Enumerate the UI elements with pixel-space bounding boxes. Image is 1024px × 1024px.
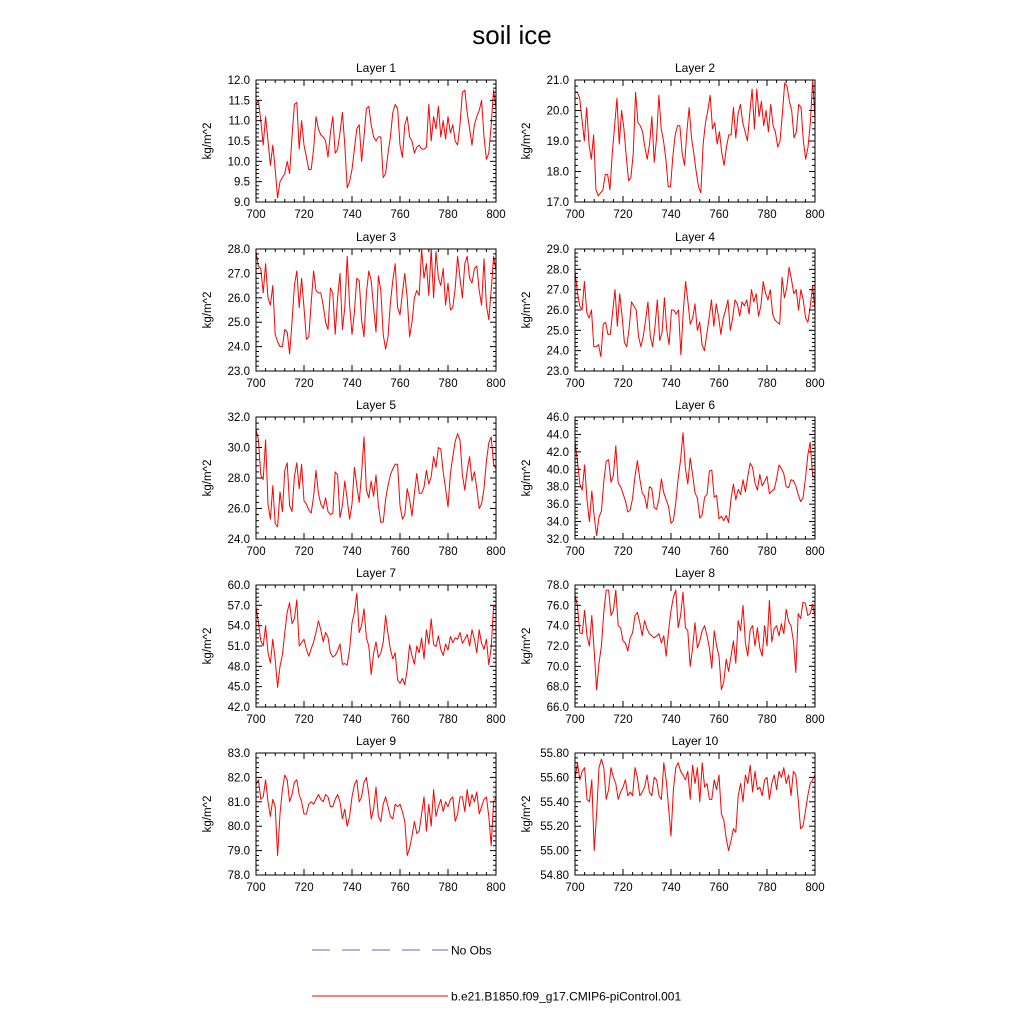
y-tick-label-layer-5: 30.0: [227, 442, 250, 455]
y-axis-label-layer-3: kg/m^2: [202, 291, 214, 329]
y-tick-label-layer-4: 26.0: [546, 305, 569, 317]
x-tick-label-layer-5: 740: [342, 546, 362, 558]
x-tick-label-layer-6: 800: [805, 546, 825, 558]
series-line-layer-3: [256, 249, 496, 354]
y-tick-label-layer-6: 44.0: [546, 429, 569, 442]
y-tick-label-layer-9: 81.0: [227, 796, 250, 809]
panel-layer-6: [521, 398, 825, 558]
y-tick-label-layer-3: 24.0: [227, 341, 250, 354]
x-tick-label-layer-9: 800: [486, 882, 506, 894]
y-axis-label-layer-8: kg/m^2: [521, 627, 533, 665]
y-tick-label-layer-1: 12.0: [227, 75, 250, 87]
y-axis-label-layer-4: kg/m^2: [521, 291, 533, 329]
panel-title-layer-5: Layer 5: [355, 398, 397, 412]
y-tick-label-layer-10: 55.00: [540, 845, 569, 858]
x-tick-label-layer-1: 780: [438, 209, 458, 221]
x-tick-label-layer-1: 740: [342, 209, 362, 221]
x-tick-label-layer-2: 800: [805, 209, 825, 221]
x-tick-label-layer-3: 720: [294, 378, 314, 390]
panel-layer-5: [202, 398, 506, 558]
x-tick-label-layer-3: 800: [486, 378, 506, 390]
y-tick-label-layer-6: 38.0: [546, 481, 569, 494]
x-tick-label-layer-4: 760: [709, 378, 729, 390]
x-tick-label-layer-9: 700: [246, 882, 266, 894]
y-tick-label-layer-6: 40.0: [546, 464, 569, 477]
x-tick-label-layer-10: 700: [565, 882, 585, 894]
y-tick-label-layer-8: 70.0: [546, 661, 569, 674]
plot-frame-layer-9: [256, 753, 496, 875]
y-tick-label-layer-7: 45.0: [227, 681, 250, 694]
y-tick-label-layer-7: 51.0: [227, 641, 250, 653]
y-tick-label-layer-9: 79.0: [227, 845, 250, 858]
series-line-layer-2: [575, 80, 815, 196]
y-tick-label-layer-6: 34.0: [546, 516, 569, 529]
series-line-layer-8: [575, 590, 815, 690]
figure-title: soil ice: [472, 20, 552, 50]
x-tick-label-layer-7: 720: [294, 714, 314, 726]
y-tick-label-layer-10: 55.40: [540, 796, 569, 809]
plot-frame-layer-2: [575, 80, 815, 202]
x-tick-label-layer-10: 760: [709, 882, 729, 894]
x-tick-label-layer-2: 720: [613, 209, 633, 221]
x-tick-label-layer-7: 780: [438, 714, 458, 726]
y-tick-label-layer-7: 60.0: [227, 580, 250, 592]
x-tick-label-layer-8: 780: [757, 714, 777, 726]
panel-title-layer-8: Layer 8: [674, 566, 716, 580]
x-tick-label-layer-1: 720: [294, 209, 314, 221]
x-tick-label-layer-4: 740: [661, 378, 681, 390]
x-tick-label-layer-4: 780: [757, 378, 777, 390]
y-tick-label-layer-6: 42.0: [546, 446, 569, 459]
y-tick-label-layer-6: 46.0: [546, 412, 569, 424]
x-tick-label-layer-9: 780: [438, 882, 458, 894]
x-tick-label-layer-3: 740: [342, 378, 362, 390]
legend: [312, 944, 681, 1004]
plot-frame-layer-8: [575, 585, 815, 707]
series-line-layer-7: [256, 593, 496, 687]
x-tick-label-layer-7: 760: [390, 714, 410, 726]
y-tick-label-layer-7: 57.0: [227, 600, 250, 613]
x-tick-label-layer-5: 760: [390, 546, 410, 558]
x-tick-label-layer-8: 740: [661, 714, 681, 726]
x-tick-label-layer-3: 760: [390, 378, 410, 390]
x-tick-label-layer-5: 700: [246, 546, 266, 558]
plot-frame-layer-3: [256, 249, 496, 371]
y-tick-label-layer-4: 25.0: [546, 325, 569, 338]
x-tick-label-layer-2: 700: [565, 209, 585, 221]
y-tick-label-layer-8: 76.0: [546, 600, 569, 613]
x-tick-label-layer-9: 760: [390, 882, 410, 894]
y-tick-label-layer-2: 21.0: [546, 75, 569, 87]
y-tick-label-layer-1: 9.5: [234, 176, 250, 189]
y-axis-label-layer-2: kg/m^2: [521, 122, 533, 160]
x-tick-label-layer-7: 800: [486, 714, 506, 726]
panel-layer-10: [521, 734, 825, 894]
x-tick-label-layer-3: 700: [246, 378, 266, 390]
panel-layer-3: [202, 230, 506, 390]
x-tick-label-layer-3: 780: [438, 378, 458, 390]
y-tick-label-layer-8: 78.0: [546, 580, 569, 592]
panel-title-layer-1: Layer 1: [355, 61, 397, 75]
y-tick-label-layer-4: 24.0: [546, 345, 569, 358]
y-axis-label-layer-5: kg/m^2: [202, 459, 214, 497]
x-tick-label-layer-2: 760: [709, 209, 729, 221]
plot-frame-layer-7: [256, 585, 496, 707]
x-tick-label-layer-10: 800: [805, 882, 825, 894]
x-tick-label-layer-4: 800: [805, 378, 825, 390]
x-tick-label-layer-10: 740: [661, 882, 681, 894]
y-tick-label-layer-7: 54.0: [227, 620, 250, 633]
x-tick-label-layer-8: 720: [613, 714, 633, 726]
y-tick-label-layer-7: 48.0: [227, 661, 250, 674]
y-tick-label-layer-2: 19.0: [546, 136, 569, 148]
y-tick-label-layer-3: 23.0: [227, 366, 250, 378]
legend-label-no-obs: No Obs: [451, 943, 492, 958]
y-tick-label-layer-5: 28.0: [227, 473, 250, 485]
y-tick-label-layer-10: 55.80: [540, 748, 569, 760]
x-tick-label-layer-9: 720: [294, 882, 314, 894]
x-tick-label-layer-5: 780: [438, 546, 458, 558]
y-tick-label-layer-3: 25.0: [227, 317, 250, 330]
panel-layer-7: [202, 566, 506, 726]
x-tick-label-layer-4: 720: [613, 378, 633, 390]
y-tick-label-layer-9: 82.0: [227, 772, 250, 785]
y-tick-label-layer-8: 68.0: [546, 681, 569, 694]
y-tick-label-layer-6: 36.0: [546, 499, 569, 512]
y-tick-label-layer-10: 55.60: [540, 772, 569, 785]
y-tick-label-layer-4: 23.0: [546, 366, 569, 378]
panel-title-layer-10: Layer 10: [671, 734, 719, 748]
y-tick-label-layer-1: 9.0: [234, 197, 250, 209]
panel-title-layer-6: Layer 6: [674, 398, 716, 412]
x-tick-label-layer-10: 780: [757, 882, 777, 894]
series-line-layer-4: [575, 267, 815, 356]
series-line-layer-5: [256, 429, 496, 527]
x-tick-label-layer-6: 700: [565, 546, 585, 558]
x-tick-label-layer-6: 720: [613, 546, 633, 558]
y-tick-label-layer-9: 78.0: [227, 870, 250, 882]
y-tick-label-layer-4: 27.0: [546, 284, 569, 297]
y-tick-label-layer-5: 24.0: [227, 534, 250, 546]
y-tick-label-layer-9: 83.0: [227, 748, 250, 760]
x-tick-label-layer-2: 780: [757, 209, 777, 221]
x-tick-label-layer-5: 720: [294, 546, 314, 558]
y-axis-label-layer-10: kg/m^2: [521, 795, 533, 833]
panels: [202, 61, 825, 894]
x-tick-label-layer-1: 760: [390, 209, 410, 221]
panel-layer-9: [202, 734, 506, 894]
y-tick-label-layer-3: 28.0: [227, 244, 250, 256]
y-axis-label-layer-1: kg/m^2: [202, 122, 214, 160]
legend-label-model: b.e21.B1850.f09_g17.CMIP6-piControl.001: [451, 989, 682, 1004]
y-axis-label-layer-9: kg/m^2: [202, 795, 214, 833]
x-tick-label-layer-2: 740: [661, 209, 681, 221]
y-tick-label-layer-8: 72.0: [546, 641, 569, 653]
y-tick-label-layer-2: 17.0: [546, 197, 569, 209]
panel-layer-4: [521, 230, 825, 390]
series-line-layer-10: [575, 759, 815, 851]
panel-title-layer-2: Layer 2: [674, 61, 716, 75]
x-tick-label-layer-1: 800: [486, 209, 506, 221]
x-tick-label-layer-6: 760: [709, 546, 729, 558]
x-tick-label-layer-1: 700: [246, 209, 266, 221]
x-tick-label-layer-8: 800: [805, 714, 825, 726]
y-tick-label-layer-2: 18.0: [546, 166, 569, 179]
y-tick-label-layer-10: 55.20: [540, 821, 569, 834]
y-axis-label-layer-7: kg/m^2: [202, 627, 214, 665]
x-tick-label-layer-5: 800: [486, 546, 506, 558]
x-tick-label-layer-8: 700: [565, 714, 585, 726]
panel-layer-8: [521, 566, 825, 726]
y-tick-label-layer-2: 20.0: [546, 105, 569, 118]
x-tick-label-layer-7: 740: [342, 714, 362, 726]
y-tick-label-layer-5: 32.0: [227, 412, 250, 424]
series-line-layer-9: [256, 775, 496, 856]
y-tick-label-layer-7: 42.0: [227, 702, 250, 714]
y-tick-label-layer-8: 66.0: [546, 702, 569, 714]
y-tick-label-layer-3: 27.0: [227, 268, 250, 281]
y-tick-label-layer-3: 26.0: [227, 292, 250, 305]
y-axis-label-layer-6: kg/m^2: [521, 459, 533, 497]
y-tick-label-layer-5: 26.0: [227, 503, 250, 516]
plot-frame-layer-4: [575, 249, 815, 371]
panel-layer-1: [202, 61, 506, 221]
x-tick-label-layer-6: 780: [757, 546, 777, 558]
y-tick-label-layer-1: 10.0: [227, 156, 250, 169]
y-tick-label-layer-1: 10.5: [227, 136, 250, 148]
x-tick-label-layer-4: 700: [565, 378, 585, 390]
panel-title-layer-9: Layer 9: [355, 734, 397, 748]
y-tick-label-layer-6: 32.0: [546, 534, 569, 546]
y-tick-label-layer-4: 29.0: [546, 244, 569, 256]
x-tick-label-layer-10: 720: [613, 882, 633, 894]
y-tick-label-layer-10: 54.80: [540, 870, 569, 882]
y-tick-label-layer-1: 11.0: [228, 115, 250, 128]
panel-title-layer-7: Layer 7: [355, 566, 397, 580]
y-tick-label-layer-9: 80.0: [227, 821, 250, 834]
x-tick-label-layer-6: 740: [661, 546, 681, 558]
y-tick-label-layer-4: 28.0: [546, 264, 569, 277]
x-tick-label-layer-8: 760: [709, 714, 729, 726]
panel-title-layer-4: Layer 4: [674, 230, 716, 244]
y-tick-label-layer-8: 74.0: [546, 620, 569, 633]
panel-title-layer-3: Layer 3: [355, 230, 397, 244]
series-line-layer-1: [256, 90, 496, 198]
y-tick-label-layer-1: 11.5: [228, 95, 250, 108]
x-tick-label-layer-9: 740: [342, 882, 362, 894]
x-tick-label-layer-7: 700: [246, 714, 266, 726]
panel-layer-2: [521, 61, 825, 221]
series-line-layer-6: [575, 433, 815, 536]
